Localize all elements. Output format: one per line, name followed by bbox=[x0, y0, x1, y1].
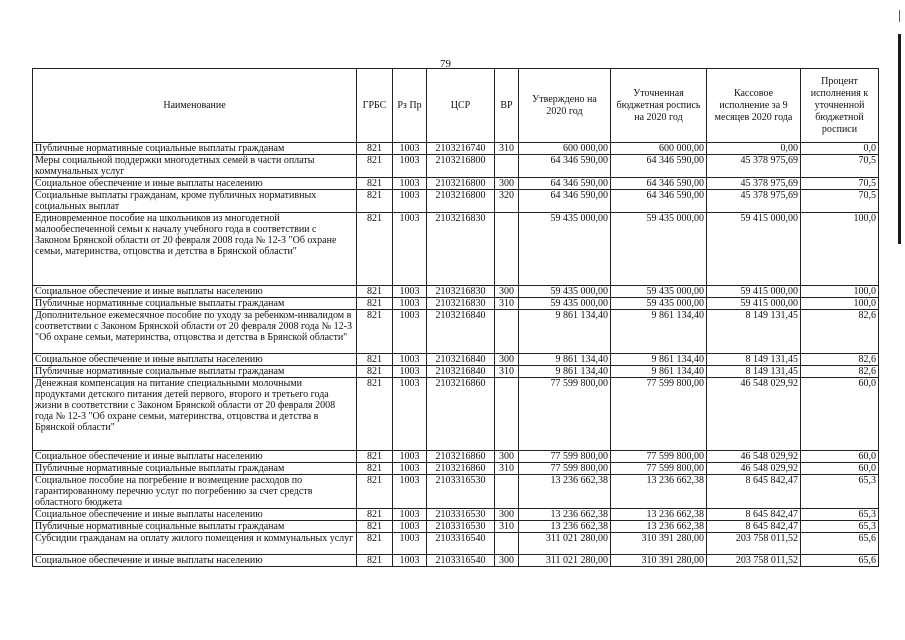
cell-refined: 59 435 000,00 bbox=[611, 213, 707, 286]
table-row bbox=[33, 354, 879, 366]
cell-cash: 46 548 029,92 bbox=[707, 451, 801, 463]
cell-rzpr: 1003 bbox=[393, 366, 427, 378]
cell-grbs: 821 bbox=[357, 555, 393, 567]
cell-approved: 9 861 134,40 bbox=[519, 354, 611, 366]
cell-refined: 9 861 134,40 bbox=[611, 310, 707, 354]
cell-vr bbox=[495, 533, 519, 555]
page-number: 79 bbox=[440, 58, 451, 70]
cell-csr: 2103316540 bbox=[427, 533, 495, 555]
cell-name: Публичные нормативные социальные выплаты гражданам bbox=[33, 463, 357, 475]
cell-rzpr: 1003 bbox=[393, 298, 427, 310]
cell-name: Меры социальной поддержки многодетных семей в части оплаты коммунальных услуг bbox=[33, 155, 357, 178]
cell-rzpr: 1003 bbox=[393, 555, 427, 567]
cell-rzpr: 1003 bbox=[393, 475, 427, 509]
cell-refined: 9 861 134,40 bbox=[611, 354, 707, 366]
cell-percent: 70,5 bbox=[801, 178, 879, 190]
cell-rzpr: 1003 bbox=[393, 155, 427, 178]
cell-name: Публичные нормативные социальные выплаты гражданам bbox=[33, 298, 357, 310]
cell-rzpr: 1003 bbox=[393, 190, 427, 213]
table-row bbox=[33, 190, 879, 213]
cell-vr: 310 bbox=[495, 143, 519, 155]
cell-vr: 300 bbox=[495, 451, 519, 463]
cell-grbs: 821 bbox=[357, 298, 393, 310]
cell-rzpr: 1003 bbox=[393, 378, 427, 451]
table-row bbox=[33, 143, 879, 155]
cell-csr: 2103216840 bbox=[427, 310, 495, 354]
cell-csr: 2103216830 bbox=[427, 286, 495, 298]
cell-rzpr: 1003 bbox=[393, 213, 427, 286]
cell-rzpr: 1003 bbox=[393, 533, 427, 555]
table-body bbox=[33, 143, 879, 567]
cell-approved: 311 021 280,00 bbox=[519, 533, 611, 555]
cell-approved: 13 236 662,38 bbox=[519, 475, 611, 509]
cell-cash: 8 645 842,47 bbox=[707, 521, 801, 533]
cell-cash: 8 645 842,47 bbox=[707, 509, 801, 521]
cell-approved: 59 435 000,00 bbox=[519, 286, 611, 298]
edge-tick bbox=[899, 10, 900, 22]
cell-vr: 310 bbox=[495, 463, 519, 475]
cell-cash: 8 149 131,45 bbox=[707, 354, 801, 366]
header-name: Наименование bbox=[33, 69, 357, 143]
cell-vr: 300 bbox=[495, 178, 519, 190]
cell-percent: 0,0 bbox=[801, 143, 879, 155]
header-cash: Кассовое исполнение за 9 месяцев 2020 года bbox=[707, 69, 801, 143]
cell-percent: 82,6 bbox=[801, 366, 879, 378]
cell-grbs: 821 bbox=[357, 509, 393, 521]
cell-name: Социальные выплаты гражданам, кроме публичных нормативных социальных выплат bbox=[33, 190, 357, 213]
cell-rzpr: 1003 bbox=[393, 521, 427, 533]
cell-approved: 311 021 280,00 bbox=[519, 555, 611, 567]
cell-name: Социальное обеспечение и иные выплаты населению bbox=[33, 286, 357, 298]
cell-refined: 77 599 800,00 bbox=[611, 451, 707, 463]
cell-cash: 59 415 000,00 bbox=[707, 298, 801, 310]
cell-percent: 60,0 bbox=[801, 463, 879, 475]
cell-csr: 2103216740 bbox=[427, 143, 495, 155]
cell-approved: 9 861 134,40 bbox=[519, 366, 611, 378]
cell-cash: 8 149 131,45 bbox=[707, 366, 801, 378]
cell-cash: 203 758 011,52 bbox=[707, 533, 801, 555]
cell-refined: 64 346 590,00 bbox=[611, 190, 707, 213]
cell-rzpr: 1003 bbox=[393, 463, 427, 475]
cell-name: Социальное обеспечение и иные выплаты населению bbox=[33, 354, 357, 366]
header-vr: ВР bbox=[495, 69, 519, 143]
cell-approved: 59 435 000,00 bbox=[519, 298, 611, 310]
cell-vr bbox=[495, 475, 519, 509]
cell-name: Публичные нормативные социальные выплаты гражданам bbox=[33, 366, 357, 378]
cell-csr: 2103216840 bbox=[427, 354, 495, 366]
cell-rzpr: 1003 bbox=[393, 310, 427, 354]
cell-rzpr: 1003 bbox=[393, 509, 427, 521]
header-grbs: ГРБС bbox=[357, 69, 393, 143]
cell-percent: 70,5 bbox=[801, 190, 879, 213]
cell-cash: 46 548 029,92 bbox=[707, 378, 801, 451]
cell-percent: 65,6 bbox=[801, 555, 879, 567]
cell-percent: 82,6 bbox=[801, 354, 879, 366]
cell-name: Дополнительное ежемесячное пособие по уходу за ребенком-инвалидом в соответствии с Законом Брянской области от 20 февраля 2008 года № 12-З "Об охране семьи, материнства, отцовства и детства в Брянской области" bbox=[33, 310, 357, 354]
cell-refined: 64 346 590,00 bbox=[611, 155, 707, 178]
cell-csr: 2103316530 bbox=[427, 509, 495, 521]
table-row bbox=[33, 555, 879, 567]
cell-percent: 65,3 bbox=[801, 509, 879, 521]
table-header-row bbox=[33, 69, 879, 143]
cell-cash: 203 758 011,52 bbox=[707, 555, 801, 567]
cell-refined: 310 391 280,00 bbox=[611, 555, 707, 567]
cell-percent: 60,0 bbox=[801, 451, 879, 463]
cell-vr: 300 bbox=[495, 354, 519, 366]
cell-rzpr: 1003 bbox=[393, 178, 427, 190]
cell-refined: 13 236 662,38 bbox=[611, 509, 707, 521]
cell-percent: 100,0 bbox=[801, 286, 879, 298]
cell-refined: 13 236 662,38 bbox=[611, 475, 707, 509]
cell-csr: 2103316530 bbox=[427, 475, 495, 509]
table-row bbox=[33, 155, 879, 178]
cell-grbs: 821 bbox=[357, 378, 393, 451]
cell-vr bbox=[495, 155, 519, 178]
cell-vr: 320 bbox=[495, 190, 519, 213]
cell-refined: 600 000,00 bbox=[611, 143, 707, 155]
cell-vr bbox=[495, 378, 519, 451]
cell-name: Социальное обеспечение и иные выплаты населению bbox=[33, 555, 357, 567]
cell-refined: 13 236 662,38 bbox=[611, 521, 707, 533]
cell-approved: 59 435 000,00 bbox=[519, 213, 611, 286]
table-row bbox=[33, 475, 879, 509]
table-row bbox=[33, 521, 879, 533]
cell-rzpr: 1003 bbox=[393, 451, 427, 463]
cell-vr: 310 bbox=[495, 366, 519, 378]
cell-approved: 600 000,00 bbox=[519, 143, 611, 155]
cell-refined: 64 346 590,00 bbox=[611, 178, 707, 190]
cell-approved: 13 236 662,38 bbox=[519, 509, 611, 521]
cell-csr: 2103216860 bbox=[427, 378, 495, 451]
cell-csr: 2103216800 bbox=[427, 178, 495, 190]
header-approved: Утверждено на 2020 год bbox=[519, 69, 611, 143]
cell-refined: 77 599 800,00 bbox=[611, 378, 707, 451]
table-row bbox=[33, 366, 879, 378]
cell-vr: 310 bbox=[495, 298, 519, 310]
cell-csr: 2103216840 bbox=[427, 366, 495, 378]
cell-cash: 0,00 bbox=[707, 143, 801, 155]
cell-cash: 59 415 000,00 bbox=[707, 213, 801, 286]
cell-grbs: 821 bbox=[357, 190, 393, 213]
cell-grbs: 821 bbox=[357, 178, 393, 190]
table-row bbox=[33, 509, 879, 521]
cell-vr bbox=[495, 310, 519, 354]
cell-refined: 77 599 800,00 bbox=[611, 463, 707, 475]
cell-rzpr: 1003 bbox=[393, 286, 427, 298]
cell-grbs: 821 bbox=[357, 354, 393, 366]
cell-csr: 2103216830 bbox=[427, 213, 495, 286]
cell-percent: 82,6 bbox=[801, 310, 879, 354]
cell-approved: 9 861 134,40 bbox=[519, 310, 611, 354]
cell-csr: 2103316540 bbox=[427, 555, 495, 567]
table-row bbox=[33, 533, 879, 555]
cell-refined: 59 435 000,00 bbox=[611, 298, 707, 310]
cell-vr: 310 bbox=[495, 521, 519, 533]
table-row bbox=[33, 310, 879, 354]
cell-name: Единовременное пособие на школьников из многодетной малообеспеченной семьи к началу учебного года в соответствии с Законом Брянской области от 20 февраля 2008 года № 12-З "Об охране семьи, материнства, отцовства и детства в Брянской области" bbox=[33, 213, 357, 286]
header-rzpr: Рз Пр bbox=[393, 69, 427, 143]
cell-cash: 59 415 000,00 bbox=[707, 286, 801, 298]
cell-approved: 64 346 590,00 bbox=[519, 155, 611, 178]
cell-grbs: 821 bbox=[357, 475, 393, 509]
cell-grbs: 821 bbox=[357, 143, 393, 155]
cell-grbs: 821 bbox=[357, 533, 393, 555]
cell-grbs: 821 bbox=[357, 286, 393, 298]
budget-table bbox=[32, 68, 879, 567]
cell-grbs: 821 bbox=[357, 463, 393, 475]
scan-edge-mark bbox=[898, 34, 901, 244]
cell-vr: 300 bbox=[495, 509, 519, 521]
cell-name: Публичные нормативные социальные выплаты гражданам bbox=[33, 143, 357, 155]
header-percent: Процент исполнения к уточненной бюджетной росписи bbox=[801, 69, 879, 143]
cell-refined: 9 861 134,40 bbox=[611, 366, 707, 378]
cell-csr: 2103216860 bbox=[427, 451, 495, 463]
header-csr: ЦСР bbox=[427, 69, 495, 143]
cell-rzpr: 1003 bbox=[393, 143, 427, 155]
cell-cash: 45 378 975,69 bbox=[707, 178, 801, 190]
cell-approved: 64 346 590,00 bbox=[519, 178, 611, 190]
cell-approved: 77 599 800,00 bbox=[519, 378, 611, 451]
table-row bbox=[33, 378, 879, 451]
cell-cash: 46 548 029,92 bbox=[707, 463, 801, 475]
cell-cash: 45 378 975,69 bbox=[707, 155, 801, 178]
cell-refined: 59 435 000,00 bbox=[611, 286, 707, 298]
cell-grbs: 821 bbox=[357, 155, 393, 178]
cell-vr: 300 bbox=[495, 286, 519, 298]
cell-percent: 65,3 bbox=[801, 475, 879, 509]
table-row bbox=[33, 213, 879, 286]
cell-csr: 2103216830 bbox=[427, 298, 495, 310]
table-row bbox=[33, 463, 879, 475]
cell-refined: 310 391 280,00 bbox=[611, 533, 707, 555]
cell-approved: 77 599 800,00 bbox=[519, 451, 611, 463]
cell-cash: 45 378 975,69 bbox=[707, 190, 801, 213]
cell-grbs: 821 bbox=[357, 213, 393, 286]
cell-name: Субсидии гражданам на оплату жилого помещения и коммунальных услуг bbox=[33, 533, 357, 555]
cell-name: Публичные нормативные социальные выплаты гражданам bbox=[33, 521, 357, 533]
cell-grbs: 821 bbox=[357, 451, 393, 463]
cell-percent: 60,0 bbox=[801, 378, 879, 451]
cell-approved: 77 599 800,00 bbox=[519, 463, 611, 475]
cell-csr: 2103216800 bbox=[427, 155, 495, 178]
cell-vr bbox=[495, 213, 519, 286]
cell-name: Социальное обеспечение и иные выплаты населению bbox=[33, 509, 357, 521]
table-row bbox=[33, 178, 879, 190]
cell-approved: 64 346 590,00 bbox=[519, 190, 611, 213]
table-row bbox=[33, 286, 879, 298]
cell-grbs: 821 bbox=[357, 521, 393, 533]
header-refined: Уточненная бюджетная роспись на 2020 год bbox=[611, 69, 707, 143]
cell-approved: 13 236 662,38 bbox=[519, 521, 611, 533]
cell-percent: 65,3 bbox=[801, 521, 879, 533]
table-row bbox=[33, 298, 879, 310]
cell-grbs: 821 bbox=[357, 366, 393, 378]
cell-cash: 8 645 842,47 bbox=[707, 475, 801, 509]
cell-cash: 8 149 131,45 bbox=[707, 310, 801, 354]
cell-percent: 70,5 bbox=[801, 155, 879, 178]
cell-rzpr: 1003 bbox=[393, 354, 427, 366]
cell-percent: 100,0 bbox=[801, 213, 879, 286]
cell-name: Социальное обеспечение и иные выплаты населению bbox=[33, 178, 357, 190]
cell-csr: 2103216860 bbox=[427, 463, 495, 475]
cell-percent: 100,0 bbox=[801, 298, 879, 310]
cell-name: Социальное обеспечение и иные выплаты населению bbox=[33, 451, 357, 463]
cell-name: Денежная компенсация на питание специальными молочными продуктами детского питания детей первого, второго и третьего года жизни в соответствии с Законом Брянской области от 20 февраля 2008 года № 12-З "Об охране семьи, материнства, отцовства и детства в Брянской области" bbox=[33, 378, 357, 451]
table-row bbox=[33, 451, 879, 463]
cell-csr: 2103316530 bbox=[427, 521, 495, 533]
cell-grbs: 821 bbox=[357, 310, 393, 354]
cell-csr: 2103216800 bbox=[427, 190, 495, 213]
cell-vr: 300 bbox=[495, 555, 519, 567]
cell-name: Социальное пособие на погребение и возмещение расходов по гарантированному перечню услуг по погребению за счет средств областного бюджета bbox=[33, 475, 357, 509]
cell-percent: 65,6 bbox=[801, 533, 879, 555]
